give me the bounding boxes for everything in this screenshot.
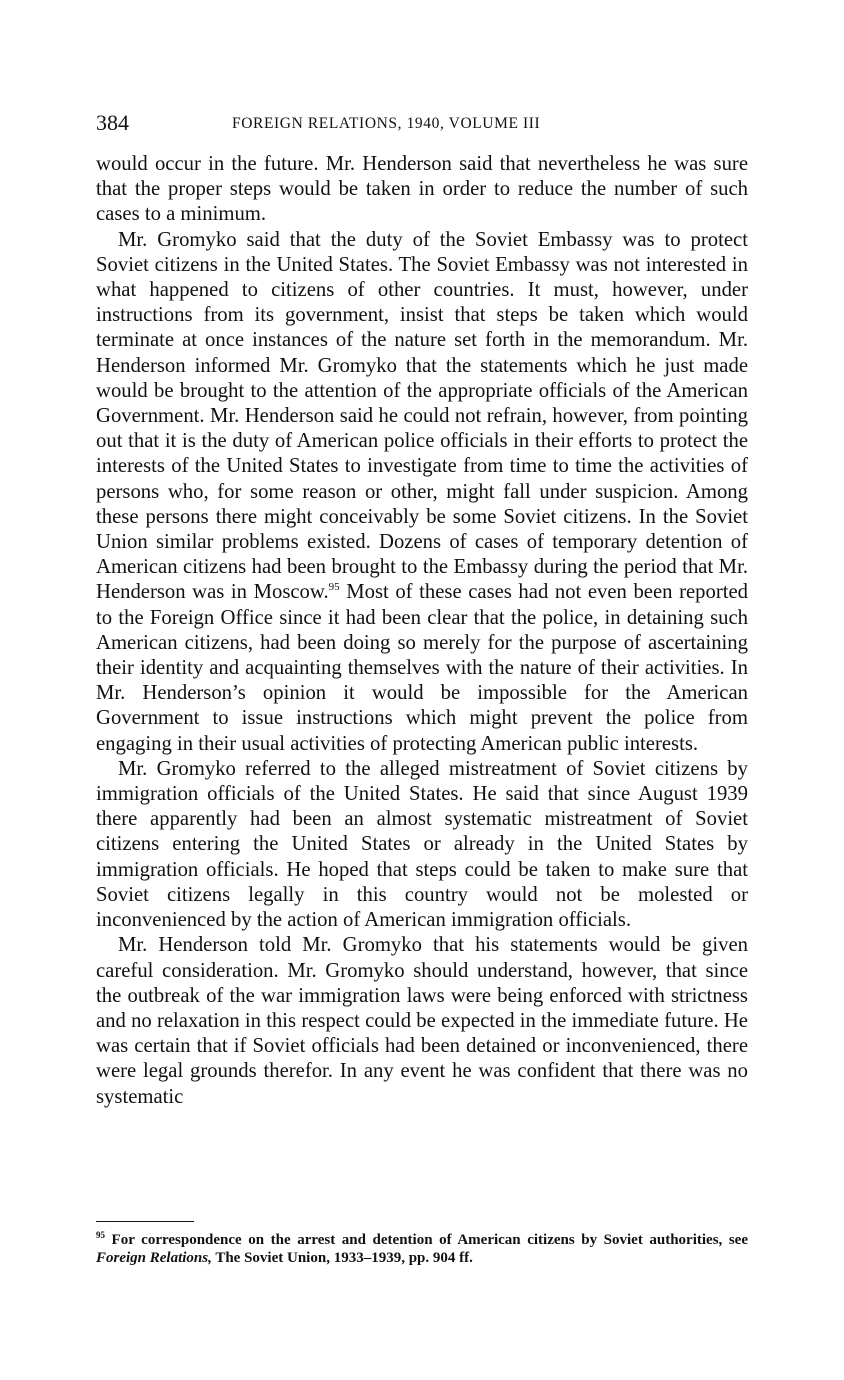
paragraph-2 — [96, 228, 748, 757]
footnote-italic-title: Foreign Relations, — [96, 1250, 212, 1266]
page-header — [96, 108, 748, 138]
paragraph-4: Mr. Henderson told Mr. Gromyko that his statements would be given careful consideration. Mr. Gromyko should understand, however, that since the outbreak of the war immigration laws were being enforced with strictness and no relaxation in this respect could be expected in the immediate future. He was certain that if Soviet officials had been detained or inconvenienced, there were legal grounds therefor. In any event he was confident that there was no systematic — [96, 934, 748, 1108]
paragraph-3: Mr. Gromyko referred to the alleged mistreatment of Soviet citizens by immigration officials of the United States. He said that since August 1939 there apparently had been an almost systematic mistreatment of Soviet citizens entering the United States or already in the United States by immigration officials. He hoped that steps could be taken to make sure that Soviet citizens legally in this country would not be molested or inconvenienced by the action of American immigration officials. — [96, 757, 748, 932]
footnote-text-b: The Soviet Union, 1933–1939, pp. 904 ff. — [211, 1250, 473, 1266]
paragraph-2-text-b: Most of these cases had not even been reported to the Foreign Office since it had been clear that the police, in detaining such American citizens, had been doing so merely for the purpose of ascertaining their identity and acquainting themselves with the nature of their activities. In Mr. Henderson’s opinion it would be impossible for the American Government to issue instructions which might prevent the police from engaging in their usual activities of protecting American public interests. — [96, 581, 748, 755]
footnote-divider — [96, 1221, 194, 1222]
footnote-text-a: For correspondence on the arrest and detention of American citizens by Soviet authorities, see — [105, 1232, 748, 1248]
body-text — [96, 152, 748, 1110]
running-head: FOREIGN RELATIONS, 1940, VOLUME III — [232, 115, 541, 132]
footnote-reference-marker: 95 — [328, 581, 340, 594]
page-number: 384 — [96, 110, 129, 135]
paragraph-1: would occur in the future. Mr. Henderson said that nevertheless he was sure that the proper steps would be taken in order to reduce the number of such cases to a minimum. — [96, 153, 748, 226]
paragraph-2-text-a: Mr. Gromyko said that the duty of the Soviet Embassy was to protect Soviet citizens in the United States. The Soviet Embassy was not interested in what happened to citizens of other countries. It must, however, under instructions from its government, insist that steps be taken which would terminate at once instances of the nature set forth in the memorandum. Mr. Henderson informed Mr. Gromyko that the statements which he just made would be brought to the attention of the appropriate officials of the American Government. Mr. Henderson said he could not refrain, however, from pointing out that it is the duty of American police officials in their efforts to protect the interests of the United States to investigate from time to time the activities of persons who, for some reason or other, might fall under suspicion. Among these persons there might conceivably be some Soviet citizens. In the Soviet Union similar problems existed. Dozens of cases of temporary detention of American citizens had been brought to the Embassy during the period that Mr. Henderson was in Moscow. — [96, 228, 748, 604]
footnote-number: 95 — [96, 1230, 105, 1240]
footnote — [96, 1231, 748, 1267]
